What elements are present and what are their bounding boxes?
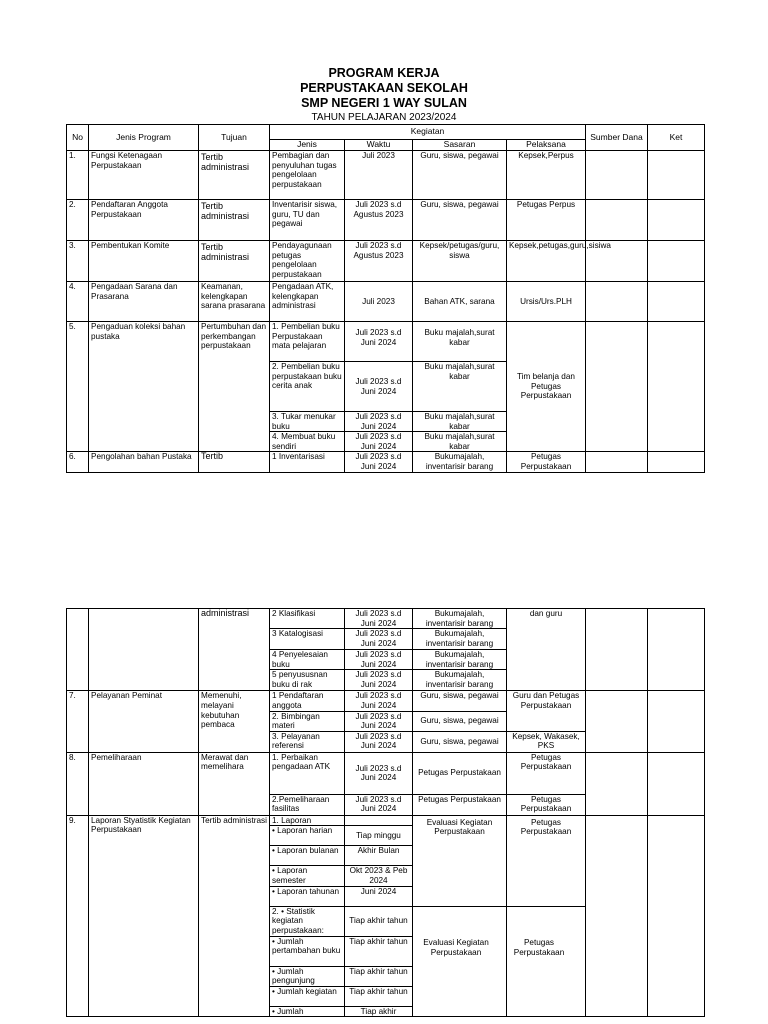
cell-sumber	[586, 815, 648, 1017]
cell-jenis: Pengadaan ATK, kelengkapan administrasi	[270, 282, 345, 322]
table-row	[67, 691, 705, 711]
cell-jenis: 2 Klasifikasi	[270, 609, 345, 629]
doc-title-line2: PERPUSTAKAAN SEKOLAH	[300, 81, 468, 95]
cell-jenis: 4. Membuat buku sendiri	[270, 432, 345, 452]
cell-waktu: Juli 2023 s.d Juni 2024	[345, 412, 413, 432]
cell-ket	[648, 282, 705, 322]
table-row	[67, 322, 705, 362]
program-table-page2	[66, 608, 705, 1017]
cell-program: Pengaduan koleksi bahan pustaka	[89, 322, 199, 452]
cell-waktu: Tiap akhir tahun	[345, 986, 413, 1006]
doc-title-line1: PROGRAM KERJA	[328, 66, 440, 80]
cell-pelaksana: Kepsek,petugas,guru,sisiwa	[507, 241, 586, 282]
table-row	[67, 815, 705, 826]
cell-tujuan: administrasi	[199, 609, 270, 691]
r9-sasaran-2: Evaluasi Kegiatan Perpustakaan	[423, 938, 489, 957]
cell-jenis: 2. • Statistik kegiatan perpustakaan:	[270, 906, 345, 936]
cell-waktu: Juli 2023 s.d Juni 2024	[345, 629, 413, 650]
cell-jenis: 2. Pembelian buku perpustakaan buku cerita anak	[270, 362, 345, 412]
cell-pelaksana	[507, 906, 586, 1017]
doc-subtitle: TAHUN PELAJARAN 2023/2024	[311, 112, 457, 123]
cell-pelaksana: Petugas Perpustakaan	[507, 752, 586, 794]
doc-title-line3: SMP NEGERI 1 WAY SULAN	[301, 96, 467, 110]
cell-sumber	[586, 691, 648, 752]
cell-jenis: 3. Pelayanan referensi	[270, 731, 345, 752]
cell-tujuan: Tertib administrasi	[199, 815, 270, 1017]
cell-waktu: Juli 2023 s.d Juni 2024	[345, 452, 413, 472]
cell-waktu: Juli 2023 s.d Juni 2024	[345, 691, 413, 711]
cell-sasaran: Bukumajalah, inventarisir barang	[413, 629, 507, 650]
cell-pelaksana: Ursis/Urs.PLH	[507, 282, 586, 322]
col-jenis: Jenis	[270, 140, 345, 151]
cell-sasaran: Bukumajalah, inventarisir barang	[413, 609, 507, 629]
cell-tujuan: Pertumbuhan dan perkembangan perpustakaan	[199, 322, 270, 452]
cell-pelaksana: Kepsek,Perpus	[507, 151, 586, 200]
table-row	[67, 609, 705, 629]
cell-waktu: Tiap akhir tahun	[345, 966, 413, 986]
cell-jenis: • Laporan tahunan	[270, 886, 345, 906]
cell-program	[89, 609, 199, 691]
cell-jenis: • Laporan bulanan	[270, 846, 345, 866]
cell-sasaran: Buku majalah,surat kabar	[413, 432, 507, 452]
cell-tujuan: Tertib administrasi	[199, 241, 270, 282]
cell-waktu: Tiap akhir	[345, 1006, 413, 1017]
cell-waktu: Juli 2023 s.d Juni 2024	[345, 609, 413, 629]
cell-sumber	[586, 322, 648, 452]
cell-sumber	[586, 200, 648, 241]
cell-jenis: • Jumlah kegiatan	[270, 986, 345, 1006]
cell-pelaksana: Petugas Perpustakaan	[507, 794, 586, 815]
cell-sasaran	[413, 906, 507, 1017]
cell-waktu: Juli 2023	[345, 282, 413, 322]
cell-no: 9.	[67, 815, 89, 1017]
cell-tujuan: Keamanan, kelengkapan sarana prasarana	[199, 282, 270, 322]
cell-waktu: Juli 2023 s.d Juni 2024	[345, 650, 413, 670]
cell-sasaran: Guru, siswa, pegawai	[413, 200, 507, 241]
col-no: No	[67, 125, 89, 151]
cell-pelaksana: Petugas Perpustakaan	[507, 452, 586, 472]
cell-sasaran: Buku majalah,surat kabar	[413, 322, 507, 362]
cell-no: 2.	[67, 200, 89, 241]
col-tujuan: Tujuan	[199, 125, 270, 151]
table-row	[67, 752, 705, 794]
cell-jenis: • Jumlah pengunjung	[270, 966, 345, 986]
table-row	[67, 282, 705, 322]
table-row	[67, 452, 705, 472]
cell-jenis: Pembagian dan penyuluhan tugas pengelolaan perpustakaan	[270, 151, 345, 200]
cell-waktu: Juli 2023 s.d Juni 2024	[345, 731, 413, 752]
cell-tujuan: Tertib administrasi	[199, 151, 270, 200]
cell-tujuan: Memenuhi, melayani kebutuhan pembaca	[199, 691, 270, 752]
cell-program: Pelayanan Peminat	[89, 691, 199, 752]
cell-sumber	[586, 151, 648, 200]
cell-pelaksana: Petugas Perpus	[507, 200, 586, 241]
cell-jenis: 3. Tukar menukar buku	[270, 412, 345, 432]
cell-jenis: 1. Perbaikan pengadaan ATK	[270, 752, 345, 794]
cell-tujuan: Tertib	[199, 452, 270, 472]
table-row	[67, 200, 705, 241]
col-kegiatan: Kegiatan	[270, 125, 586, 140]
cell-sasaran: Bukumajalah, inventarisir barang	[413, 670, 507, 691]
cell-jenis: • Laporan semester	[270, 866, 345, 886]
program-table-page1	[66, 124, 705, 473]
cell-sasaran: Buku majalah,surat kabar	[413, 412, 507, 432]
cell-sasaran: Bukumajalah, inventarisir barang	[413, 650, 507, 670]
cell-jenis: 1. Laporan	[270, 815, 345, 826]
cell-waktu: Okt 2023 & Peb 2024	[345, 866, 413, 886]
table-row	[67, 241, 705, 282]
col-pelaksana: Pelaksana	[507, 140, 586, 151]
cell-waktu: Juli 2023	[345, 151, 413, 200]
cell-sasaran: Guru, siswa, pegawai	[413, 151, 507, 200]
cell-ket	[648, 452, 705, 472]
cell-ket	[648, 151, 705, 200]
cell-sasaran: Evaluasi Kegiatan Perpustakaan	[413, 815, 507, 906]
cell-program: Pendaftaran Anggota Perpustakaan	[89, 200, 199, 241]
r9-pelaksana-2: Petugas Perpustakaan	[513, 938, 565, 957]
cell-waktu: Juni 2024	[345, 886, 413, 906]
cell-program: Laporan Styatistik Kegiatan Perpustakaan	[89, 815, 199, 1017]
cell-ket	[648, 815, 705, 1017]
cell-program: Pengolahan bahan Pustaka	[89, 452, 199, 472]
cell-pelaksana: Petugas Perpustakaan	[507, 815, 586, 906]
cell-jenis: • Jumlah pertambahan buku	[270, 936, 345, 966]
cell-sasaran: Buku majalah,surat kabar	[413, 362, 507, 412]
cell-jenis: 5 penyususnan buku di rak	[270, 670, 345, 691]
cell-no	[67, 609, 89, 691]
cell-sasaran: Guru, siswa, pegawai	[413, 691, 507, 711]
cell-program: Fungsi Ketenagaan Perpustakaan	[89, 151, 199, 200]
cell-jenis: Pendayagunaan petugas pengelolaan perpustakaan	[270, 241, 345, 282]
cell-ket	[648, 241, 705, 282]
cell-sasaran: Petugas Perpustakaan	[413, 794, 507, 815]
cell-sasaran: Bahan ATK, sarana	[413, 282, 507, 322]
cell-no: 8.	[67, 752, 89, 815]
col-sumber-dana: Sumber Dana	[586, 125, 648, 151]
col-waktu: Waktu	[345, 140, 413, 151]
cell-no: 6.	[67, 452, 89, 472]
cell-sasaran: Guru, siswa, pegawai	[413, 711, 507, 731]
cell-pelaksana: dan guru	[507, 609, 586, 691]
col-ket: Ket	[648, 125, 705, 151]
cell-sasaran: Bukumajalah, inventarisir barang	[413, 452, 507, 472]
cell-waktu: Juli 2023 s.d Juni 2024	[345, 362, 413, 412]
cell-sasaran: Petugas Perpustakaan	[413, 752, 507, 794]
cell-jenis: 1 Pendaftaran anggota	[270, 691, 345, 711]
cell-no: 5.	[67, 322, 89, 452]
cell-waktu: Juli 2023 s.d Juni 2024	[345, 752, 413, 794]
col-jenis-program: Jenis Program	[89, 125, 199, 151]
cell-sumber	[586, 452, 648, 472]
cell-jenis: 2.Pemeliharaan fasilitas	[270, 794, 345, 815]
cell-jenis: 1. Pembelian buku Perpustakaan mata pelajaran	[270, 322, 345, 362]
col-sasaran: Sasaran	[413, 140, 507, 151]
cell-no: 3.	[67, 241, 89, 282]
cell-sumber	[586, 282, 648, 322]
cell-ket	[648, 691, 705, 752]
cell-jenis: Inventarisir siswa, guru, TU dan pegawai	[270, 200, 345, 241]
cell-jenis: 1 Inventarisasi	[270, 452, 345, 472]
cell-tujuan: Tertib administrasi	[199, 200, 270, 241]
cell-waktu	[345, 815, 413, 826]
cell-pelaksana: Kepsek, Wakasek, PKS	[507, 731, 586, 752]
cell-sumber	[586, 609, 648, 691]
cell-waktu: Tiap minggu	[345, 826, 413, 846]
cell-waktu: Juli 2023 s.d Juni 2024	[345, 432, 413, 452]
cell-waktu: Juli 2023 s.d Juni 2024	[345, 794, 413, 815]
cell-ket	[648, 322, 705, 452]
cell-waktu: Juli 2023 s.d Agustus 2023	[345, 200, 413, 241]
cell-program: Pengadaan Sarana dan Prasarana	[89, 282, 199, 322]
cell-program: Pemeliharaan	[89, 752, 199, 815]
cell-jenis: 2. Bimbingan materi	[270, 711, 345, 731]
cell-waktu: Juli 2023 s.d Juni 2024	[345, 711, 413, 731]
cell-waktu: Juli 2023 s.d Juni 2024	[345, 670, 413, 691]
cell-waktu: Akhir Bulan	[345, 846, 413, 866]
cell-waktu: Tiap akhir tahun	[345, 906, 413, 936]
cell-jenis: • Laporan harian	[270, 826, 345, 846]
cell-ket	[648, 609, 705, 691]
cell-no: 1.	[67, 151, 89, 200]
cell-no: 4.	[67, 282, 89, 322]
cell-pelaksana: Tim belanja dan Petugas Perpustakaan	[507, 322, 586, 452]
cell-pelaksana: Guru dan Petugas Perpustakaan	[507, 691, 586, 731]
table-row	[67, 151, 705, 200]
cell-sasaran: Guru, siswa, pegawai	[413, 731, 507, 752]
cell-program: Pembentukan Komite	[89, 241, 199, 282]
cell-ket	[648, 752, 705, 815]
cell-tujuan: Merawat dan memelihara	[199, 752, 270, 815]
cell-no: 7.	[67, 691, 89, 752]
cell-jenis: 3 Katalogisasi	[270, 629, 345, 650]
cell-ket	[648, 200, 705, 241]
cell-sasaran: Kepsek/petugas/guru, siswa	[413, 241, 507, 282]
cell-waktu: Juli 2023 s.d Agustus 2023	[345, 241, 413, 282]
cell-sumber	[586, 752, 648, 815]
cell-jenis: • Jumlah	[270, 1006, 345, 1017]
cell-waktu: Tiap akhir tahun	[345, 936, 413, 966]
cell-jenis: 4 Penyelesaian buku	[270, 650, 345, 670]
cell-waktu: Juli 2023 s.d Juni 2024	[345, 322, 413, 362]
